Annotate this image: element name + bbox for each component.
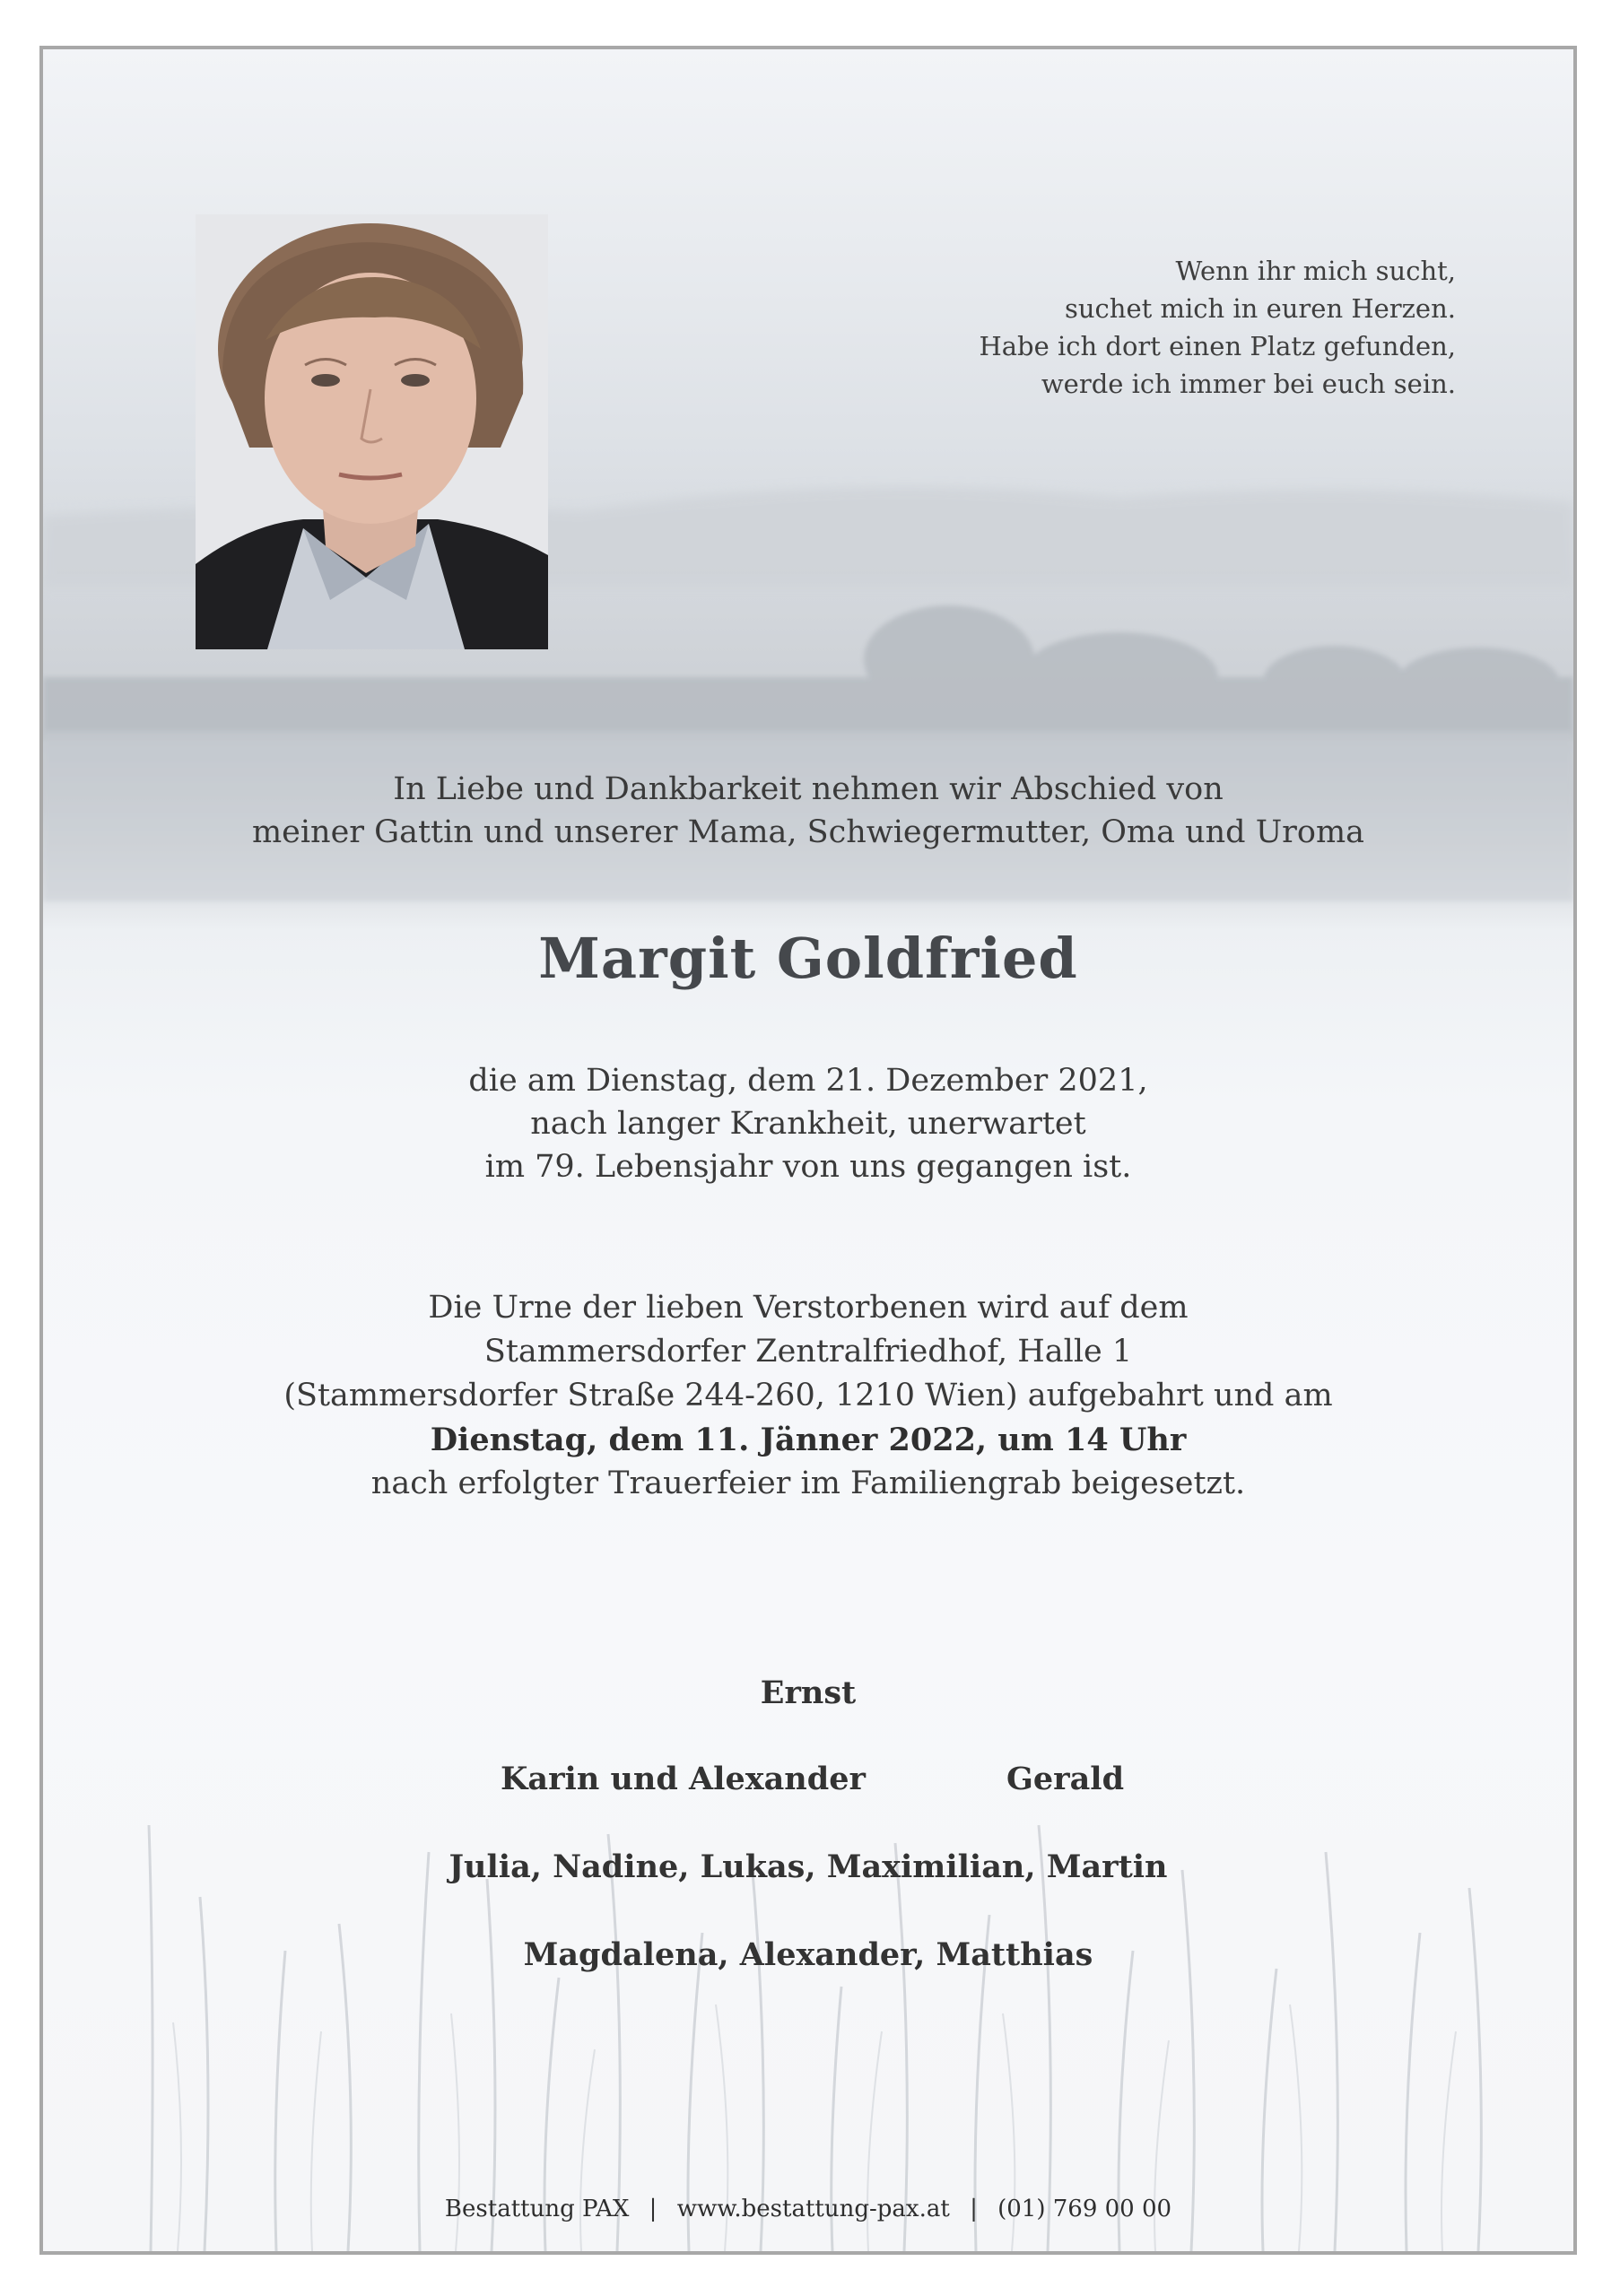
intro-line: In Liebe und Dankbarkeit nehmen wir Abschied von	[393, 771, 1224, 807]
funeral-line: Die Urne der lieben Verstorbenen wird auf dem	[428, 1290, 1189, 1326]
family-spouse: Ernst	[760, 1674, 857, 1711]
funeral-home-footer	[43, 2196, 1573, 2222]
death-notice-line: nach langer Krankheit, unerwartet	[530, 1106, 1086, 1142]
intro-line: meiner Gattin und unserer Mama, Schwiegermutter, Oma und Uroma	[251, 814, 1365, 850]
footer-company: Bestattung PAX	[444, 2196, 630, 2222]
farewell-intro	[43, 768, 1573, 854]
family-grandchildren: Julia, Nadine, Lukas, Maximilian, Martin	[449, 1848, 1168, 1885]
funeral-details	[43, 1286, 1573, 1506]
death-notice	[43, 1059, 1573, 1188]
memorial-poem	[979, 252, 1456, 403]
footer-website: www.bestattung-pax.at	[676, 2196, 950, 2222]
footer-separator: |	[970, 2196, 978, 2222]
poem-line: Habe ich dort einen Platz gefunden,	[979, 331, 1456, 361]
family-children-left: Karin und Alexander	[501, 1761, 866, 1797]
footer-phone: (01) 769 00 00	[997, 2196, 1172, 2222]
poem-line: werde ich immer bei euch sein.	[1041, 369, 1456, 399]
funeral-line: (Stammersdorfer Straße 244-260, 1210 Wien) aufgebahrt und am	[283, 1378, 1333, 1413]
footer-separator: |	[649, 2196, 658, 2222]
portrait-illustration	[196, 214, 548, 649]
poem-line: suchet mich in euren Herzen.	[1064, 293, 1456, 324]
poem-line: Wenn ihr mich sucht,	[1175, 256, 1456, 286]
family-children-right: Gerald	[1006, 1761, 1125, 1797]
death-notice-line: die am Dienstag, dem 21. Dezember 2021,	[468, 1063, 1148, 1099]
obituary-frame	[39, 46, 1577, 2255]
deceased-name: Margit Goldfried	[538, 926, 1078, 991]
portrait-photo	[196, 214, 548, 649]
funeral-line: Stammersdorfer Zentralfriedhof, Halle 1	[483, 1334, 1133, 1370]
family-great-grandchildren: Magdalena, Alexander, Matthias	[523, 1936, 1093, 1973]
funeral-date: Dienstag, dem 11. Jänner 2022, um 14 Uhr	[430, 1422, 1187, 1458]
death-notice-line: im 79. Lebensjahr von uns gegangen ist.	[484, 1149, 1132, 1185]
funeral-line: nach erfolgter Trauerfeier im Familiengrab beigesetzt.	[370, 1465, 1246, 1501]
